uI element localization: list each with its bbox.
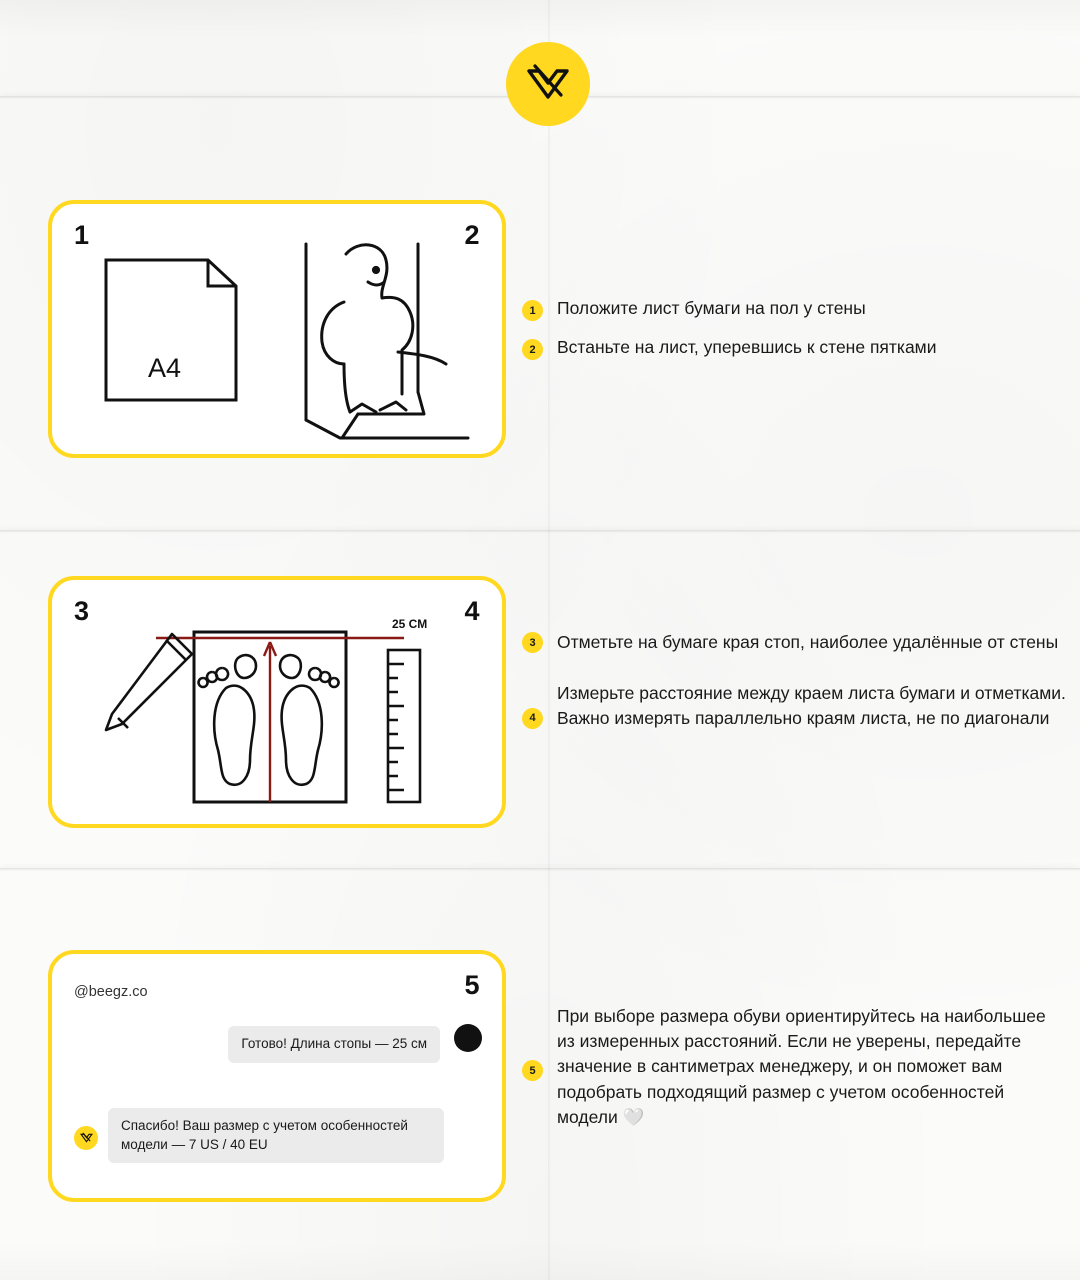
card2-illustration [66, 612, 496, 822]
beegz-crown-logo-icon [525, 63, 571, 105]
card2-number-right: 4 [464, 596, 480, 626]
paper-fold-line [0, 868, 1080, 871]
avatar-customer [454, 1024, 482, 1052]
step-text-4: Измерьте расстояние между краем листа бумаги и отметками. Важно измерять параллельно краям листа, не по диагонали [557, 682, 1066, 728]
card1-number-left: 1 [74, 220, 90, 250]
step-bullet-3: 3 [522, 632, 543, 653]
step-row-2 [522, 335, 1052, 360]
step-row-5 [522, 1004, 1062, 1130]
step-text-5: При выборе размера обуви ориентируйтесь на наибольшее из измеренных расстояний. Если не уверены, передайте значение в сантиметрах менеджеру, и он поможет вам подобрать подходящий размер с учетом особенностей модели 🤍 [557, 1006, 1046, 1127]
step-bullet-2: 2 [522, 339, 543, 360]
chat-message-incoming: Спасибо! Ваш размер с учетом особенностей модели — 7 US / 40 EU [108, 1108, 444, 1163]
paper-fold-line [0, 530, 1080, 533]
pencil-icon [106, 634, 192, 730]
avatar-brand [74, 1126, 98, 1150]
step-text-3: Отметьте на бумаге края стоп, наиболее удалённые от стены [557, 632, 1059, 652]
steps-group-1 [522, 296, 1052, 374]
step-text-1: Положите лист бумаги на пол у стены [557, 298, 866, 318]
step-text-2: Встаньте на лист, уперевшись к стене пятками [557, 337, 937, 357]
svg-text:A4: A4 [148, 353, 182, 383]
a4-sheet-icon [106, 260, 236, 400]
step-row-4 [522, 681, 1067, 731]
step-row-1 [522, 296, 1052, 321]
card1-illustration [58, 242, 498, 452]
account-handle: @beegz.co [74, 984, 148, 1000]
ruler-icon [388, 650, 420, 802]
beegz-crown-logo-icon [80, 1132, 93, 1144]
ruler-label: 25 СМ [392, 617, 428, 631]
brand-logo-badge [506, 42, 590, 126]
step-bullet-4: 4 [522, 708, 543, 729]
step-row-3 [522, 630, 1067, 655]
instruction-card-2 [48, 576, 506, 828]
instruction-card-3 [48, 950, 506, 1202]
instruction-card-1 [48, 200, 506, 458]
chat-message-outgoing: Готово! Длина стопы — 25 см [228, 1026, 440, 1063]
card2-number-left: 3 [74, 596, 90, 626]
card3-number-right: 5 [464, 970, 480, 1000]
step-bullet-1: 1 [522, 300, 543, 321]
footprints-icon [199, 655, 339, 785]
person-at-wall-icon [306, 244, 468, 438]
steps-group-2 [522, 630, 1067, 757]
card1-number-right: 2 [464, 220, 480, 250]
step-bullet-5: 5 [522, 1060, 543, 1081]
steps-group-3 [522, 1004, 1062, 1144]
